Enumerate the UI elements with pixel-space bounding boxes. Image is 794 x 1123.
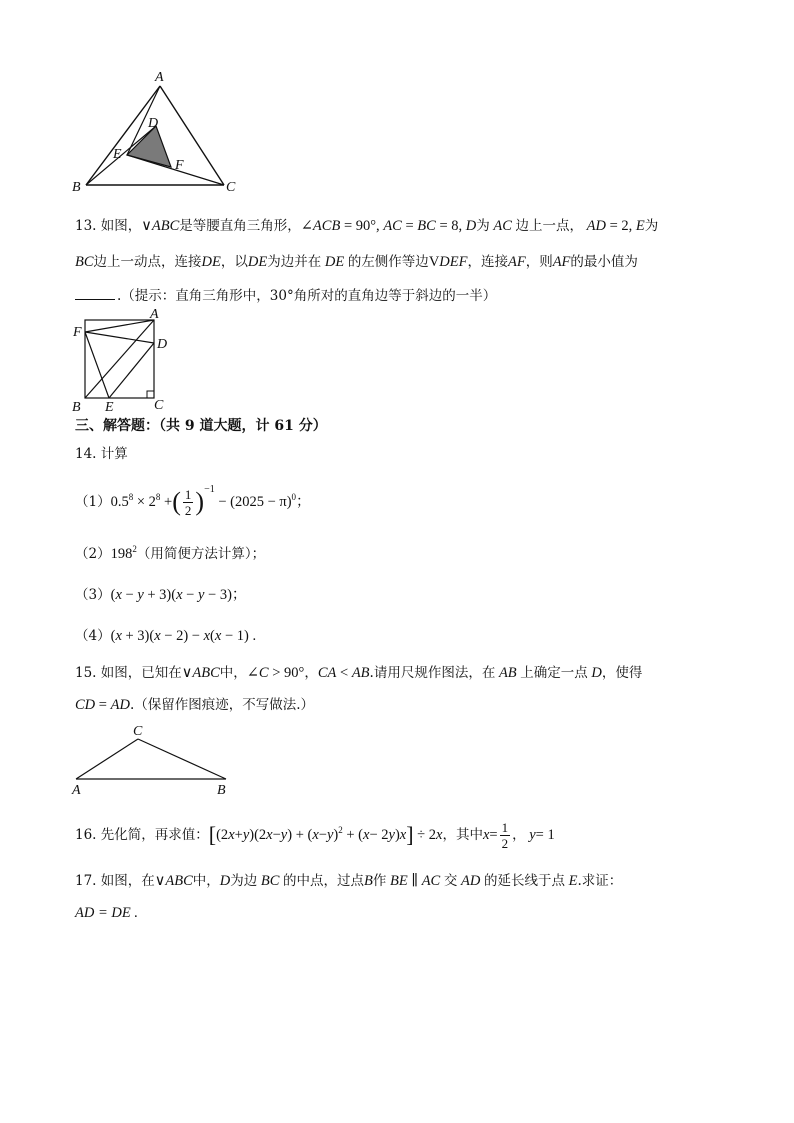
label-b: B [217,783,226,798]
segment-de [109,343,154,398]
q16: 16. 先化简，再求值： [ (2 x + y )(2 x − y ) + ( x − y )$^2$ + ( x − 2 y ) x ] ÷ 2 x ，其中 x = $\frac{1}{2}$ ， y = 1 [75,819,555,851]
label-a: A [72,783,81,798]
label-f: F [73,325,82,340]
label-e: E [105,400,114,415]
label-c: C [154,398,164,413]
answer-blank [75,299,115,300]
label-d: D [157,337,168,352]
q14-title: 14. 计算 [75,446,128,462]
q14-part3: （3）(x − y + 3)(x − y − 3)； [75,587,247,603]
label-d: D [148,116,159,131]
segment-fd [85,332,154,343]
segment-fe [85,332,109,398]
q13-line2: BC边上一动点，连接DE，以DE为边并在 DE 的左侧作等边VDEF，连接AF，则AF的最小值为 [75,254,638,270]
q14-part1: （1） $0.5^8 \times 2^8$ + ( $\frac{1}{2}$ ) −1 − $(2025 - \pi)^0$； [75,484,311,518]
figure-q13 [60,306,190,418]
segment-cb [138,739,226,779]
label-a: A [155,70,164,85]
segment-ac [76,739,138,779]
q14-part2: $(2)198^2$（用简便方法计算）； [75,544,266,562]
figure-q15 [60,720,250,800]
label-b: B [72,400,81,415]
q15-line1: 15. 如图，已知在∨ABC中，∠C > 90°，CA < AB.请用尺规作图法，在 AB 上确定一点 D，使得 [75,665,643,681]
label-c: C [133,724,143,739]
q13-line1: 13. 如图，∨ABC是等腰直角三角形，∠ACB = 90°, AC = BC = 8, D为 AC 边上一点， AD = 2, E为 [75,218,659,234]
label-e: E [113,147,122,162]
q17-line2: AD = DE . [75,905,138,921]
q15-line2: CD = AD.（保留作图痕迹，不写做法.） [75,697,315,713]
fraction-one-half: $\frac{1}{2}$ [501,819,509,851]
segment-ac [160,86,224,185]
q17-line1: 17. 如图，在∨ABC中，D为边 BC 的中点，过点B作 BE ∥ AC 交 AD 的延长线于点 E.求证： [75,873,623,889]
right-angle-mark [147,391,154,398]
fraction-one-half: $\frac{1}{2}$ [184,486,192,518]
segment-fa [85,320,154,332]
label-f: F [175,158,184,173]
label-c: C [226,180,236,195]
section-header: 三、解答题：（共 9 道大题，计 61 分） [75,418,327,434]
label-a: A [150,307,159,322]
label-b: B [72,180,81,195]
q14-part4: （4）(x + 3)(x − 2) − x(x − 1) . [75,628,257,644]
figure-q12 [60,66,260,196]
q13-line3: .（提示：直角三角形中，30°角所对的直角边等于斜边的一半） [75,287,496,305]
